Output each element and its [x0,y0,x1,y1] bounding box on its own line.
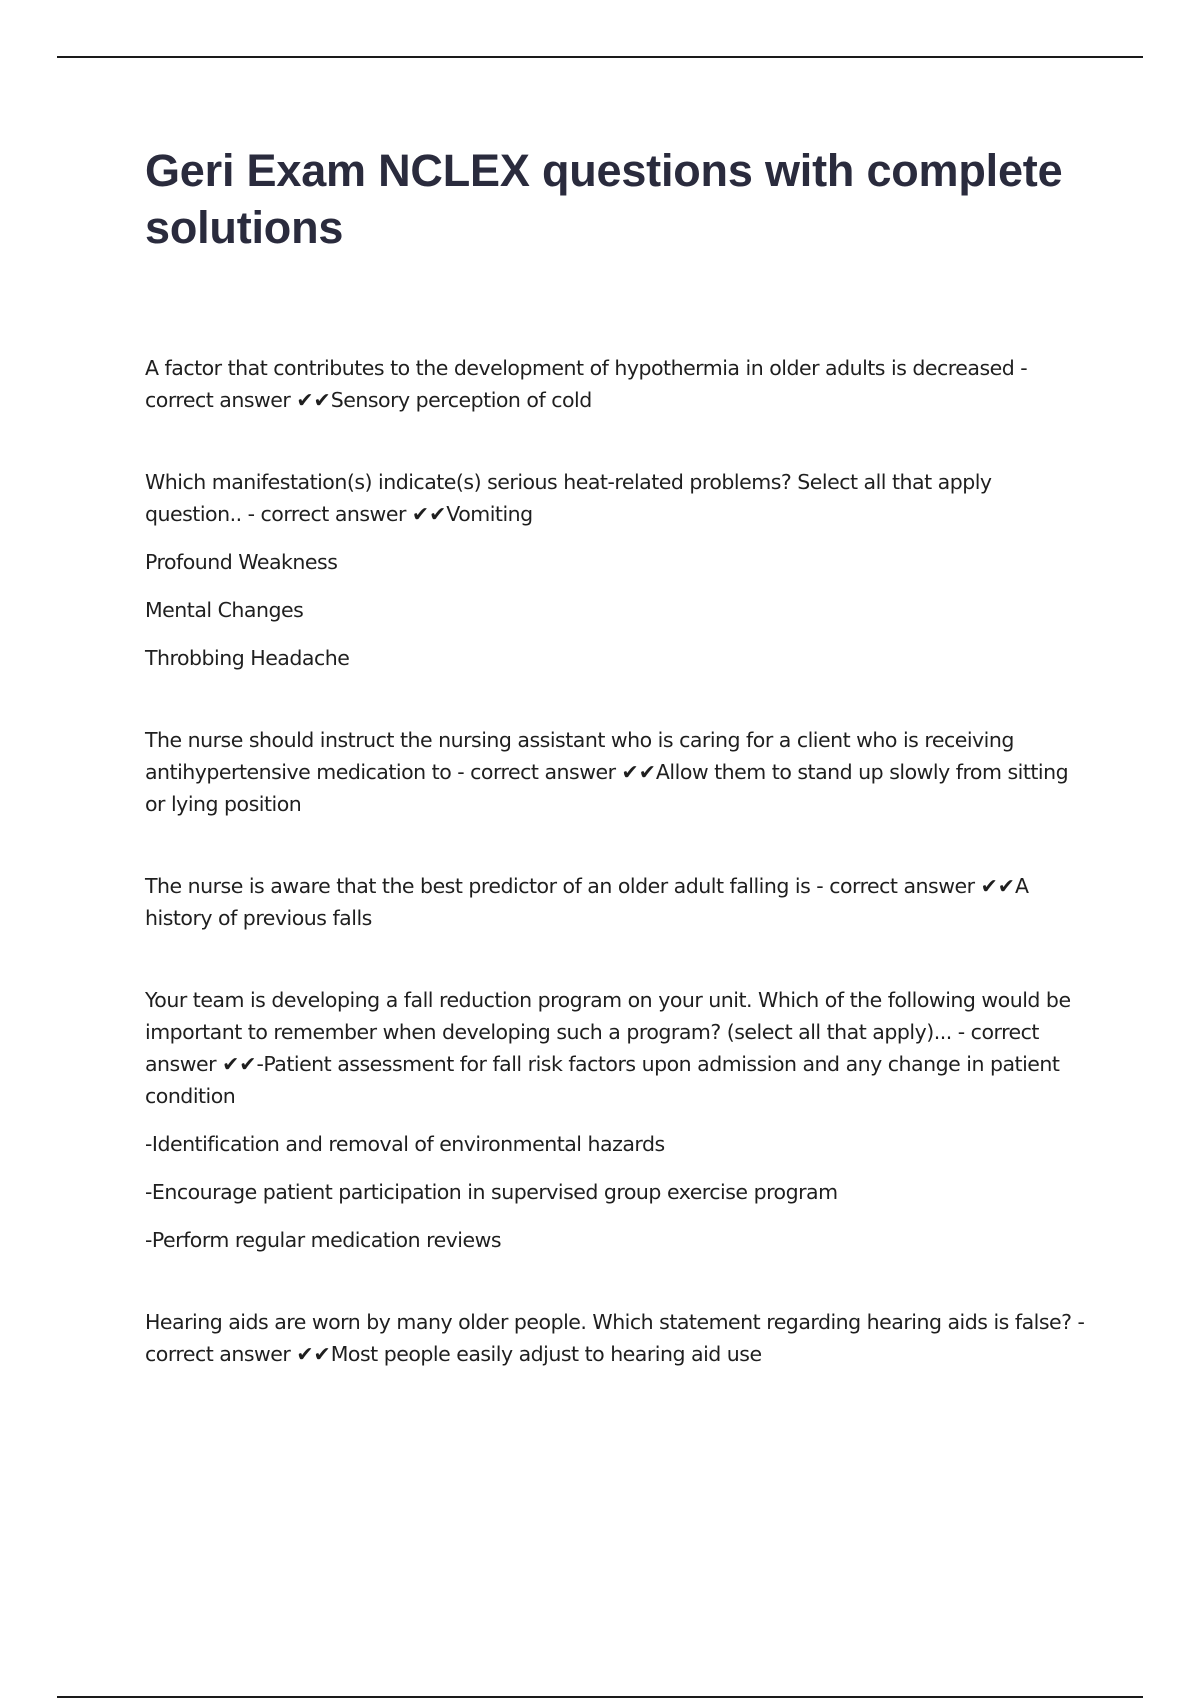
qa-question-line [145,352,1085,416]
answer-text: Allow them to stand up slowly from sitting or lying position [145,760,1069,816]
check-mark-icon: ✔✔ [621,760,656,784]
check-mark-icon: ✔✔ [296,1342,331,1366]
question-text: Which manifestation(s) indicate(s) serious heat-related problems? Select all that apply question.. - correct answer [145,470,992,526]
qa-question-line [145,984,1085,1112]
qa-question-line [145,870,1085,934]
question-text: The nurse is aware that the best predictor of an older adult falling is - correct answer [145,874,975,898]
check-mark-icon: ✔✔ [980,874,1015,898]
answer-line: -Identification and removal of environmental hazards [145,1132,665,1156]
bottom-rule [57,1696,1143,1698]
qa-item-2 [145,466,1085,674]
qa-item-4 [145,870,1085,934]
qa-question-line [145,724,1085,820]
answer-line: Mental Changes [145,598,304,622]
document-body [145,142,1085,1420]
qa-item-5 [145,984,1085,1256]
qa-item-3 [145,724,1085,820]
answer-line: -Encourage patient participation in supervised group exercise program [145,1180,838,1204]
check-mark-icon: ✔✔ [296,388,331,412]
qa-question-line [145,466,1085,530]
answer-line: Throbbing Headache [145,646,350,670]
answer-text: Sensory perception of cold [330,388,592,412]
check-mark-icon: ✔✔ [411,502,447,526]
qa-question-line [145,1306,1085,1370]
answer-line: -Perform regular medication reviews [145,1228,502,1252]
answer-text: Most people easily adjust to hearing aid use [330,1342,762,1366]
answer-text: -Patient assessment for fall risk factors upon admission and any change in patient condition [145,1052,1060,1108]
answer-line: Profound Weakness [145,550,338,574]
top-rule [57,56,1143,58]
question-text: Hearing aids are worn by many older people. Which statement regarding hearing aids is false? - correct answer [145,1310,1085,1366]
qa-item-1 [145,352,1085,416]
question-text: A factor that contributes to the development of hypothermia in older adults is decreased - correct answer [145,356,1028,412]
question-text: The nurse should instruct the nursing assistant who is caring for a client who is receiving antihypertensive medication to - correct answer [145,728,1014,784]
qa-item-6 [145,1306,1085,1370]
answer-text: A history of previous falls [145,874,1029,930]
answer-text: Vomiting [446,502,533,526]
question-text: Your team is developing a fall reduction program on your unit. Which of the following would be important to remember when developing such a program? (select all that apply)... - correct answer [145,988,1071,1076]
document-title: Geri Exam NCLEX questions with complete solutions [145,145,1063,253]
check-mark-icon: ✔✔ [222,1052,257,1076]
